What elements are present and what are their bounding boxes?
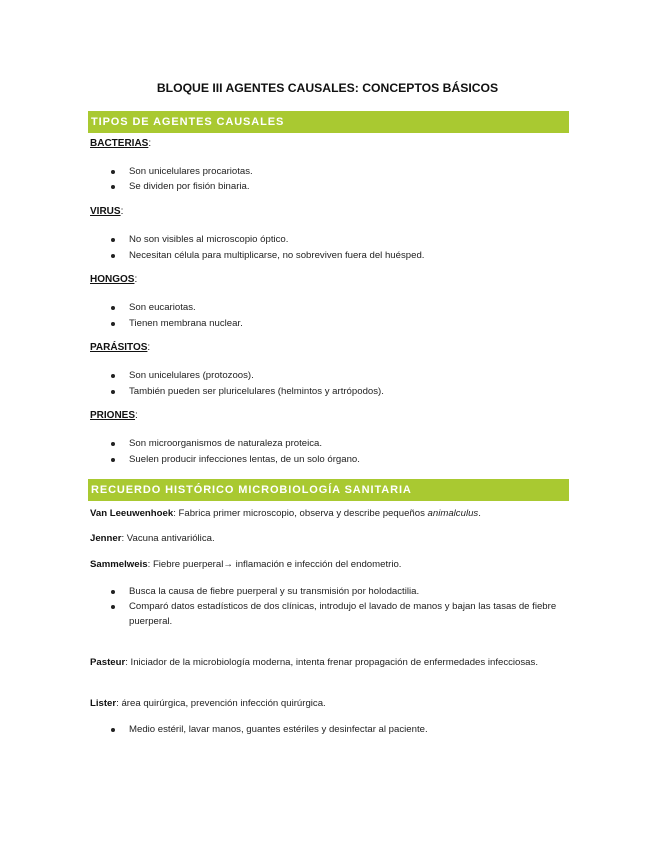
category-heading-bacterias: BACTERIAS: bbox=[90, 138, 152, 149]
paragraph-semmelweis: Sammelweis: Fiebre puerperal→ inflamación e infección del endometrio. bbox=[90, 559, 402, 570]
bullet-icon bbox=[111, 590, 115, 594]
page-title: BLOQUE III AGENTES CAUSALES: CONCEPTOS BÁSICOS bbox=[156, 81, 499, 95]
list-item: Comparó datos estadísticos de dos clínicas, introdujo el lavado de manos y bajan las tasas de fiebre puerperal. bbox=[111, 599, 571, 629]
bullet-icon bbox=[111, 254, 115, 258]
category-heading-virus: VIRUS: bbox=[90, 206, 124, 217]
bullet-icon bbox=[111, 442, 115, 446]
bullet-icon bbox=[111, 374, 115, 378]
section-header-tipos: TIPOS DE AGENTES CAUSALES bbox=[88, 111, 569, 133]
paragraph-lister: Lister: área quirúrgica, prevención infección quirúrgica. bbox=[90, 698, 326, 709]
bullet-icon bbox=[111, 306, 115, 310]
paragraph-leeuwenhoek: Van Leeuwenhoek: Fabrica primer microscopio, observa y describe pequeños animalculus. bbox=[90, 508, 481, 519]
bullet-icon bbox=[111, 170, 115, 174]
bullet-icon bbox=[111, 322, 115, 326]
category-heading-hongos: HONGOS: bbox=[90, 274, 138, 285]
bullet-icon bbox=[111, 185, 115, 189]
paragraph-jenner: Jenner: Vacuna antivariólica. bbox=[90, 533, 215, 544]
paragraph-pasteur: Pasteur: Iniciador de la microbiología moderna, intenta frenar propagación de enfermedades infecciosas. bbox=[90, 657, 538, 668]
category-heading-parasitos: PARÁSITOS: bbox=[90, 342, 151, 353]
bullet-icon bbox=[111, 458, 115, 462]
category-heading-priones: PRIONES: bbox=[90, 410, 138, 421]
bullet-icon bbox=[111, 390, 115, 394]
document-page: BLOQUE III AGENTES CAUSALES: CONCEPTOS BÁSICOS TIPOS DE AGENTES CAUSALES BACTERIAS: Son unicelulares procariotas. Se dividen por fisión binaria. VIRUS: No son visibles al microscopio óptico. Necesitan célula para multiplicarse, no sobreviven fuera del huésped. HONGOS: Son eucariotas. Tienen membrana nuclear. PARÁSITOS: Son unicelulares (protozoos). También pueden ser pluricelulares (helmintos y artrópodos). PRIONES: Son microorganismos de naturaleza proteica. Suelen producir infecciones lentas, de un solo órgano. RECUERDO HISTÓRICO MICROBIOLOGÍA SANITARIA Van Leeuwenhoek: Fabrica primer microscopio, observa y describe pequeños animalculus. Jenner: Vacuna antivariólica. Sammelweis: Fiebre puerperal→ inflamación e infección del endometrio. Busca la causa de fiebre puerperal y su transmisión por holodactilia. Comparó datos estadísticos de dos clínicas, introdujo el lavado de manos y bajan las tasas de fiebre puerperal. Pasteur: Iniciador de la microbiología moderna, intenta frenar propagación de enfermedades infecciosas. Lister: área quirúrgica, prevención infección quirúrgica. Medio estéril, lavar manos, guantes estériles y desinfectar al paciente. bbox=[0, 0, 655, 848]
bullet-icon bbox=[111, 238, 115, 242]
bullet-icon bbox=[111, 728, 115, 732]
section-header-recuerdo: RECUERDO HISTÓRICO MICROBIOLOGÍA SANITARIA bbox=[88, 479, 569, 501]
bullet-icon bbox=[111, 605, 115, 609]
